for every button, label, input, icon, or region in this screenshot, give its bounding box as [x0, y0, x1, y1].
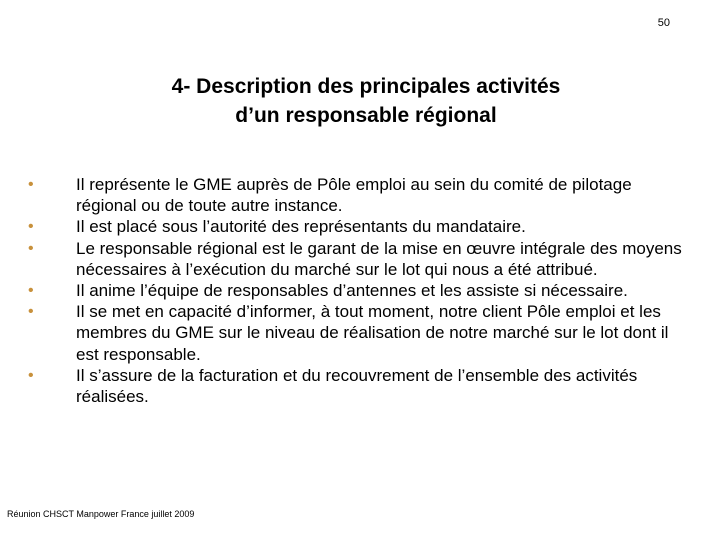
slide-title-line-1: 4- Description des principales activités [171, 75, 561, 98]
list-item [28, 238, 693, 280]
bullet-text: Il anime l’équipe de responsables d’antennes et les assiste si nécessaire. [76, 281, 628, 301]
list-item [28, 365, 693, 407]
page-number: 50 [657, 17, 670, 29]
bullet-icon: • [28, 282, 34, 300]
bullet-icon: • [28, 176, 34, 193]
bullet-text: Le responsable régional est le garant de la mise en œuvre intégrale des moyens nécessaires à l’exécution du marché sur le lot qui nous a été attribué. [76, 238, 682, 279]
bullet-text: Il se met en capacité d’informer, à tout moment, notre client Pôle emploi et les membres du GME sur le niveau de réalisation de notre marché sur le lot dont il est responsable. [76, 302, 669, 364]
footer-text: Réunion CHSCT Manpower France juillet 2009 [7, 509, 195, 519]
bullet-icon: • [28, 239, 34, 257]
bullet-icon: • [28, 218, 34, 236]
bullet-list [28, 174, 693, 407]
list-item [28, 216, 693, 237]
list-item [28, 301, 693, 365]
bullet-icon: • [28, 366, 34, 384]
slide-title-line-2: d’un responsable régional [235, 104, 497, 127]
bullet-text: Il est placé sous l’autorité des représentants du mandataire. [76, 217, 526, 237]
bullet-text: Il s’assure de la facturation et du recouvrement de l’ensemble des activités réalisées. [76, 365, 638, 407]
bullet-text: Il représente le GME auprès de Pôle emploi au sein du comité de pilotage régional ou de toute autre instance. [76, 175, 632, 216]
list-item [28, 174, 693, 216]
slide-title [60, 72, 672, 130]
list-item [28, 280, 693, 301]
bullet-icon: • [28, 303, 34, 321]
